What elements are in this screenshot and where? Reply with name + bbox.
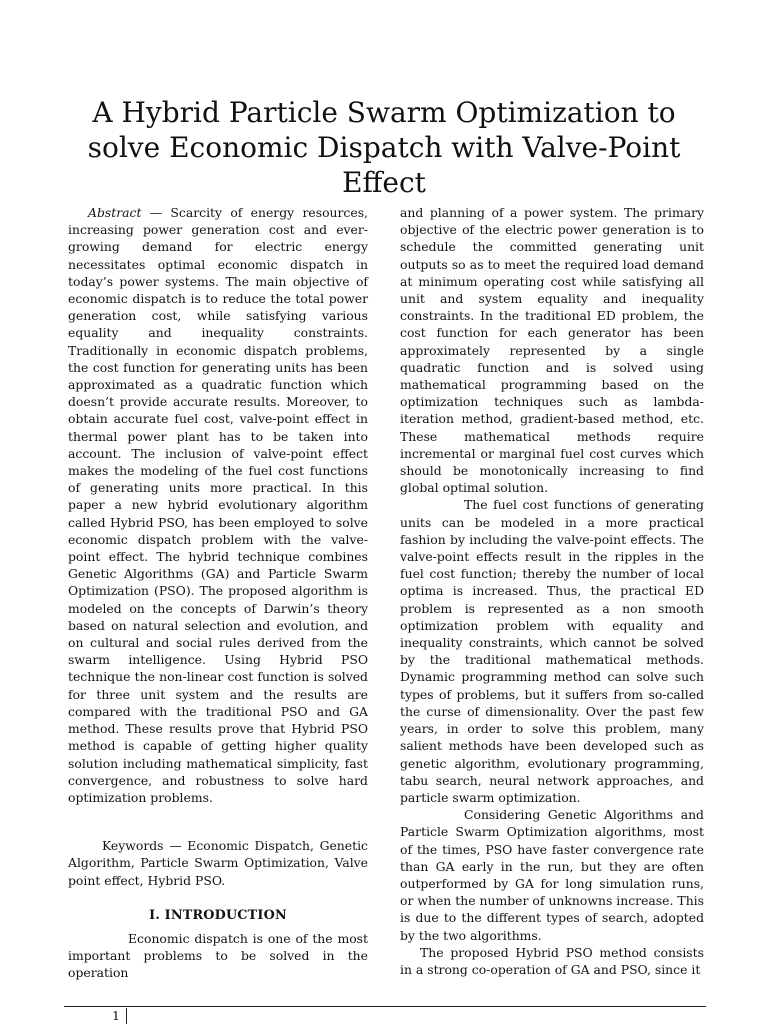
intro-paragraph-1-start: Economic dispatch is one of the most important problems to be solved in the operation: [68, 930, 368, 981]
abstract-label: Abstract: [88, 205, 142, 220]
left-column: [68, 204, 368, 982]
footer-rule: [64, 1006, 706, 1007]
intro-paragraph-2: The fuel cost functions of generating units can be modeled in a more practical fashion by including the valve-point effects. The valve-point effects result in the ripples in the fuel cost function; thereby the number of local optima is increased. Thus, the practical ED problem is represented as a non smooth optimization problem with equality and inequality constraints, which cannot be solved by the traditional mathematical methods. Dynamic programming method can solve such types of problems, but it suffers from so-called the curse of dimensionality. Over the past few years, in order to solve this problem, many salient methods have been developed such as genetic algorithm, evolutionary programming, tabu search, neural network approaches, and particle swarm optimization.: [400, 497, 704, 805]
abstract-paragraph: [68, 204, 368, 806]
abstract-text: — Scarcity of energy resources, increasing power generation cost and ever-growing demand for electric energy necessitates optimal economic dispatch in today’s power systems. The main objective of economic dispatch is to reduce the total power generation cost, while satisfying various equality and inequality constraints. Traditionally in economic dispatch problems, the cost function for generating units has been approximated as a quadratic function which doesn’t provide accurate results. Moreover, to obtain accurate fuel cost, valve-point effect in thermal power plant has to be taken into account. The inclusion of valve-point effect makes the modeling of the fuel cost functions of generating units more practical. In this paper a new hybrid evolutionary algorithm called Hybrid PSO, has been employed to solve economic dispatch problem with the valve-point effect. The hybrid technique combines Genetic Algorithms (GA) and Particle Swarm Optimization (PSO). The proposed algorithm is modeled on the concepts of Darwin’s theory based on natural selection and evolution, and on cultural and social rules derived from the swarm intelligence. Using Hybrid PSO technique the non-linear cost function is solved for three unit system and the results are compared with the traditional PSO and GA method. These results prove that Hybrid PSO method is capable of getting higher quality solution including mathematical simplicity, fast convergence, and robustness to solve hard optimization problems.: [68, 205, 368, 805]
paper-title: A Hybrid Particle Swarm Optimization to solve Economic Dispatch with Valve-Point Effect: [87, 96, 681, 199]
section-heading-introduction: I. INTRODUCTION: [149, 907, 287, 923]
keywords-paragraph: Keywords — Economic Dispatch, Genetic Algorithm, Particle Swarm Optimization, Valve point effect, Hybrid PSO.: [68, 838, 368, 888]
right-column: [400, 204, 704, 978]
intro-paragraph-3: Considering Genetic Algorithms and Particle Swarm Optimization algorithms, most of the times, PSO have faster convergence rate than GA early in the run, but they are often outperformed by GA for long simulation runs, or when the number of unknowns increase. This is due to the different types of search, adopted by the two algorithms.: [400, 807, 704, 943]
page-number: 1: [112, 1008, 127, 1024]
intro-paragraph-4: The proposed Hybrid PSO method consists in a strong co-operation of GA and PSO, since it: [400, 944, 704, 977]
intro-paragraph-1-continued: and planning of a power system. The primary objective of the electric power generation is to schedule the committed generating unit outputs so as to meet the required load demand at minimum operating cost while satisfying all unit and system equality and inequality constraints. In the traditional ED problem, the cost function for each generator has been approximately represented by a single quadratic function and is solved using mathematical programming based on the optimization techniques such as lambda-iteration method, gradient-based method, etc. These mathematical methods require incremental or marginal fuel cost curves which should be monotonically increasing to find global optimal solution.: [400, 205, 704, 496]
